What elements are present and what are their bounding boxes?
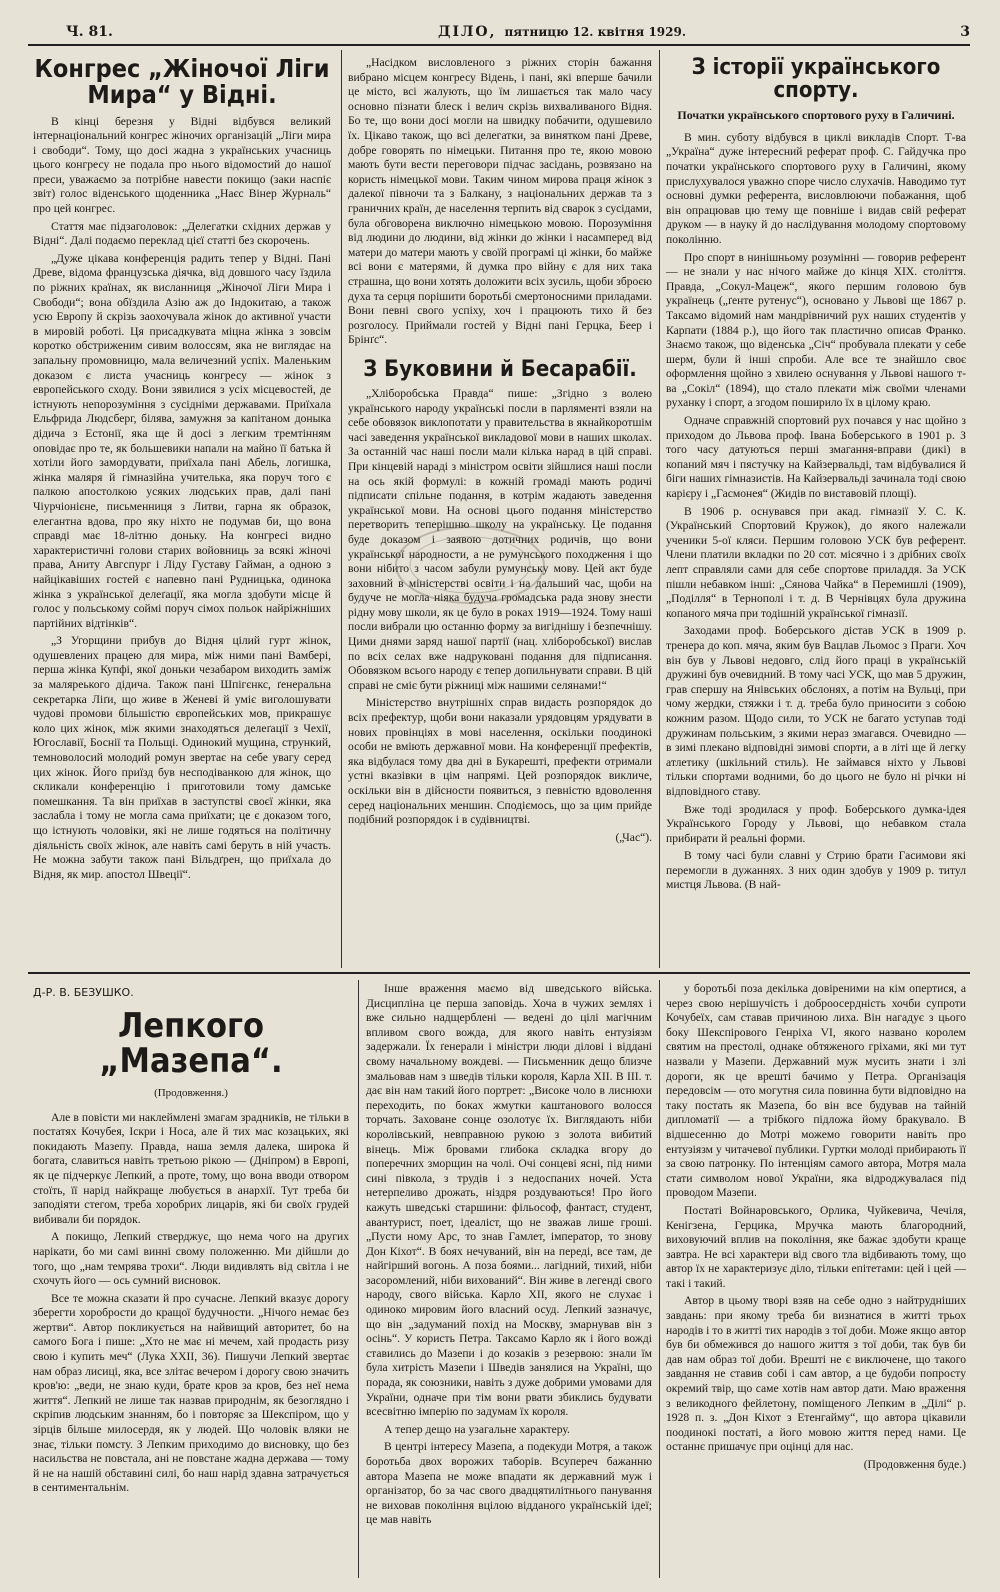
- paragraph: „Хліборобська Правда“ пише: „Згідно з волею українського народу українські посли в парляменті взяли на себе обовязок виклопотати у правительства в якнайкоротшім часі заведення української викладової мови в наших школах. За останній час наші посли мали кілька нарад в цій справі. При кінцевій нараді з міністром освіти зійшлися наші посли на ось якій формулі: в кожній громаді мають родичі підписати спільне подання, в котрім жадають заведення української мови. На основі цього подання міністерство перетворить теперішню школу на українську. Це подання буде доказом і заявою дотичних родичів, що вони української народности, а не румунського походження і що вони нібито з часом забули румунську мову. Цей акт буде заховний в міністерстві освіти і на дальший час, щоби на будуче не могла ніяка будуча громадська рада знову знести рідну мову школи, як це було в роках 1919—1924. Тому наші посли вибрали цю останню форму за вигіднішу і безпечнішу. Цими днями заряд нашої партії (нац. хліборобської) вислав по всіх селах вже надруковані подання для підписання. Обовязком всього народу є тепер допильнувати справи. В цій справі не сміє бути ріжниці між нашими селянами!“: [348, 386, 652, 692]
- paragraph: Але в повісти ми наклеймлені змагам зрадників, не тільки в постатях Кочубея, Іскри і Носа, але й тих мас козацьких, які покидають Мазепу. Правда, наша земля далека, широка й богата, славиться навіть третьою рікою — (Дніпром) в Европі, як це підчеркує Лепкий, а проте, тому, що вона вводи отвором стоїть, її нарід найкраще любується в анархії. Тут треба би заподіяти стегом, треба хоробрих лицарів, які би своїх грудей вибивали би порядок.: [33, 1110, 349, 1226]
- paragraph: В тому часі були славні у Стрию брати Гасимови які перемогли в дужаннях. З них один здобув у 1909 р. титул мистця Львова. (В най-: [666, 849, 966, 892]
- paragraph: „Дуже цікава конференція радить тепер у Відні. Пані Древе, відома французська діячка, від довшого часу їздила по ріжних країнах, як висланниця „Жіночої Ліги Мира і Свободи“; вона обїздила Азію аж до Індокитаю, а також усю Европу й скрізь заохочувала жінок до активної участи в мировій роботі. Ця присадкувата міцна жінка з зовсім коротко обстриженим сивим волоссям, яка не виглядає на запальну промовницю, мала величезний успіх. Маленьким доказом є листа учасниць конгресу — жінок з европейського сходу. Вони зявилися з усіх місцевостей, де істнують непорозуміння з сусідніми державами. Приїхала Ельфрида Людсберг, білява, замужня за капітаном доныка дідича з Естонії, яка ще й досі з легким тремтінням оповідає про те, як большевики напали на майно її батька й хотіли його замордувати, приїхала пані Абель, логишка, жінка маляря й гімназійна учителька, яка поруч того є палкою апостолкою усяких людських прав, далі пані Чіурчіонієне, письменниця з Литви, гарна як образок, елегантна вдова, про яку ніхто не подумав би, що вона справді має 18-літню доньку. На конгресі видно характеристичні голови старих войовниць за всякі жіночі права, Аниту Авгспург і Ліду Густаву Гайман, а одною з найцікавіших гостей є напевно пані Рудницька, одинока жінка з української делеґації, яка могла здобути місце й голос у польському соймі поруч сімох польок найріжніших партійних відтінків“.: [33, 251, 331, 630]
- paragraph: В мин. суботу відбувся в циклі викладів Спорт. Т-ва „Україна“ дуже інтересний реферат проф. С. Гайдучка про початки українського спортового руху в Галичині, якому прислухувалося уважно споре число слухачів. Наводимо тут основні думки референта, висловлюючи побажання, щоб він опрацював цю тему ще повніше і видав свій реферат друком — в науку й до наслідування молодому спортовому поколінню.: [666, 130, 966, 246]
- article-signature: („Час“).: [615, 830, 652, 844]
- paragraph: Про спорт в нинішньому розумінні — говорив референт — не знали у нас нічого майже до кінця XIX. століття. Правда, „Сокул-Мацеж“, якого першим головою був українець („ґенте рутенус“), основано у Львові ще 1867 р. Таксамо відомий нам мандрівничий рух наших студентів у Карпати (1884 р.), що його так пластично описав Франко. Знаємо також, що віденська „Січ“ пробувала плекати у себе шерм, були й інші спроби. Але все те знайшло своє оформлення щойно з хвилею оснування у Львові нашого т-ва „Сокіл“ (1894), що стало плекати між своїми членами руханку і спорт, а згодом поширило їх в цілому краю.: [666, 250, 966, 410]
- page-number: 3: [960, 24, 970, 40]
- issue-number: Ч. 81.: [66, 24, 113, 40]
- column-rule: [659, 980, 660, 1578]
- column-rule: [341, 50, 342, 968]
- congress-article: [33, 56, 331, 968]
- paragraph: Міністерство внутрішніх справ видасть розпорядок до всіх префектур, щоби вони наказали урядовцям урядувати в нових провінціях в мові населення, оскільки поодинокі особи не вміють державної мови. На конференції префектів, яка відбулася тому два дні в Букарешті, префекти отримали устні вказівки в цім напрямі. Цей розпорядок викличе, оскільки він в дійсности появиться, з певністю вдоволення серед національних меншин. Сподіємось, що за цим прийде подібний розпорядок і в судівництві.: [348, 696, 652, 827]
- article-title: Лепкого „Мазепа“.: [99, 1005, 283, 1082]
- paragraph: В 1906 р. оснувався при акад. гімназії У. С. К. (Український Спортовий Кружок), до якого належали ученики 5-ої кляси. Першим головою УСК був референт. Члени платили вкладки по 20 сот. місячно і з дрібних своїх лепт справляли сами для себе спортове приладдя. За УСК пішли небавком інші: „Сянова Чайка“ в Перемишлі (1909), „Поділля“ в Тернополі і т. д. В Чернівцях була дружина копаного мяча при тодішній української гімназії.: [666, 504, 966, 620]
- continuation-note: (Продовження буде.): [863, 1458, 966, 1471]
- mazepa-column-1: [33, 982, 349, 1578]
- paragraph: у боротьбі поза декілька довіреними на кім опертися, а через свою нерішучість і доброосердність хочби супроти Кочубеїх, сам ставав причиною лиха. Він нагадує з цього боку Шекспірового Генріха VI, якого названо королем святим на престолі, однаке обтяженого гріхами, які ми тут назвали у Мазепи. Державний муж мусить знати і злі дороги, як це врешті бачимо у Петра. Організація передовсім — ото могутня сила повинна бути відповідно на таку постать як Мазепа, бо він все будував на тайній дипломатії — а трібкого підложа йому бракувало. В відшесенню до Мотрі можемо говорити навіть про ентузіязм у читачевої публики. Гуртки молоді прибирають її за свою патронку. По інтенціям самого автора, Мотря мала стати символом нової України, яка відроджувалася під проводом Мазепи.: [666, 982, 966, 1200]
- paragraph: В кінці березня у Відні відбувся великий інтернаціональний конгрес жіночих організацій „Ліги мира і свободи“. Тому, що досі жадна з українських учасниць цього конгресу не подала про нього відомостий до нашої преси, уважаємо за потрібне навести покищо (заки наспіє звіт) голос віденського щоденника „Наєс Вінер Журналь“ про цей конгрес.: [33, 114, 331, 216]
- paragraph: Одначе справжній спортовий рух почався у нас щойно з приходом до Львова проф. Івана Боберського в 1901 р. З того часу датуються перші змагання-вправи (дикі) в копаний мяч і пястучку на Кайзервальді, там відбувалися й біги наших гімназистів. На Кайзервальді зачинала тоді свою карієру і „Гасмонея“ (Жидів по виставовій площі).: [666, 414, 966, 501]
- continuation-note: (Продовження.): [154, 1086, 228, 1099]
- masthead: [28, 22, 970, 46]
- paragraph: „Насідком висловленого з ріжних сторін бажання вибрано місцем конгресу Відень, і пані, які вперше бачили це місто, всі жалують, що їм лишається так мало часу основно пізнати блеск і велич скрізь вихваливаного Відня. Бо те, що вони досі могли на швидку побачити, одушевило їх. Цікаво також, що всі делегатки, за винятком пані Древе, добре говорять по німецьки. Питання про те, якою мовою мають бути вести переговори підчас засідань, розвязано на користь німецької мови. Таким чином мирова праця жінок з далекої півночи та з Балкану, з національних держав та з граничних країн, де населення терпить від сварок з сусідами, була обговорена виключно німецькою мовою. Порозуміння від людини до людини, від жінки до жінки і насамперед від матери до матери мають у своїй програмі ці жінки, бо майже всі вони є матерями, й думка про війну є для них така страшна, що вони хотять доложити всіх зусиль, щоби зброєю духа та серця порішити боротьбі смертоносними приладами. Вони певні свого успіху, хоч і працюють тихо й без розголосу. Приймали гостей у Відні пані Герцка, Беер і Брінґс“.: [348, 56, 652, 347]
- column-rule: [659, 50, 660, 968]
- paragraph: А тепер дещо на узагальне характеру.: [384, 1422, 570, 1436]
- issue-date: пятницю 12. квітня 1929.: [504, 25, 687, 39]
- column-rule: [358, 980, 359, 1578]
- mazepa-column-3: [666, 982, 966, 1578]
- paragraph: Інше враження маємо від шведського війська. Дисципліна це перша заповідь. Хоча в чужих землях і вже сильно надщерблені — ведені до цілі магічним впливом свого вожда, для якого навіть ентузіязм задержали. Їх ґенерали і міністри люди ділові і віддані свому начальному вождеві. — Письменник дещо близче змальовав нам з шведів тільки короля, Карла XII. В III. т. дає він нам такий його портрет: „Високе чоло в лиснюхи переходить, по боках жмутки каштанового волосся торчать. Заховане сонце озолотує їх. Виглядають ніби королівський, невправною рукою з золота вибитий вінець. Між бровами глибока складка вгору до поперечних зморщин на чолі. Очі сонцеві ясні, під ними сині півкола, з трудів і з недоспаних ночей. Уста нетерпеливо дрожать, ніздря роздуваються! Про його кажуть шведські старшини: фільософ, фантаст, студент, авантурист, поет, ідеаліст, що не зважав лише гроші. „Пусти ному Арс, то знав Гамлет, імператор, то знову Дон Кіхот“. В боях нечуваний, він на переді, все там, де найгірший вогонь. А поза боями... лагідний, тихий, ніби засоромлений, ніби вихований“. Він живе в легенді свого народу, свого війська. Карло XII, якого не слухає і одиноко мировим його власний осуд. Лепкий зазначує, що він „задуманий похід на Москву, змарнував він з осінь“. У користь Петра. Таксамо Карло як і його вожді ставились до Мазепи і до козаків з резервою: знали їм була хитрість Мазепи і Шведів занялися на Україні, що порада, як союзники, навіть з дуже добрими умовами для України, одначе при тім вони рвати збиклись будувати всесвітню імперію по задумам їх короля.: [366, 982, 652, 1419]
- paragraph: А покищо, Лепкий стверджує, що нема чого на других нарікати, бо ми самі винні свому положенню. Ми дійшли до того, що „нам темрява трохи“. Люди видивлять від світла і не схочуть його — ось сумний висновок.: [33, 1230, 349, 1288]
- newspaper-name: ДІЛО, пятницю 12. квітня 1929.: [438, 24, 687, 40]
- paragraph: В центрі інтересу Мазепа, а подекуди Мотря, а також боротьба двох ворожих таборів. Всупереч бажанню автора Мазепа не може впадати як державний муж і організатор, бо за час свого двадцятилітнього панування не виховав покоління вцілою відданого українській ідеї; це мав навіть: [366, 1440, 652, 1527]
- mazepa-column-2: [366, 982, 652, 1578]
- article-title: Конгрес „Жіночої Ліги Мира“ у Відні.: [34, 56, 330, 110]
- section-rule: [28, 972, 970, 974]
- middle-column: [348, 56, 652, 968]
- article-subtitle: Початки українського спортового руху в Галичині.: [677, 108, 955, 123]
- paragraph: Автор в цьому творі взяв на себе одно з найтрудніших завдань: при якому треба би визнатися в житті трьох народів і то в житті тих народів з тої доби. Може якщо автор був би обмежився до нашого життя з тої доби, так був би дав нам образ тої доби. Врешті не є виключене, що такого завдання не ставив собі і сам автор, а це будоби попросту окремий твір, що саме хотів нам автор дати. Маю враження з великодного фейлетону, поміщеного Лепким в „Ділі“ р. 1928 п. з. „Дон Кіхот з Етенгайму“, що автора цікавили поодинокі постаті, а його мовою життя перед нами. Це останнє пришачує при оцінці для нас.: [666, 1294, 966, 1454]
- paragraph: Постаті Войнаровського, Орлика, Чуйкевича, Чечіля, Кенігзена, Герцика, Мручка мають благородний, виховуючий вплив на покоління, яке бажає здобути краще завтра. Не всі характери від свого тла відбивають тому, що автор їх не характеризує діло, тільки епітетами: цей і цей — такі і такий.: [666, 1203, 966, 1290]
- paragraph: Все те можна сказати й про сучасне. Лепкий вказує дорогу зберегти хоробрости до кращої будучности. „Нічого немає без жертви“. Автор покликується на найвищий авторитет, бо на самого Бога і пише: „Хто не має ні мечем, хай продасть ризу свою і купить меч“ (Лука XXII, 36). Пишучи Лепкий звертає нам образ лисиці, яка, все злітає вечером і дорогу свою значить кров'ю: „веди, не знаю куди, брате кров за кров, без неї нема життя“. Лепкий не лише так назвав природнім, як безоглядно і скріпив людським знанням, бо і повторяє за Шекспіром, що у зірців більше милосердя, як у людей. Що чоловік вляки не знає, тільки помсту. З Лепким приходимо до висновку, що без насильства не повстала, ані не повстане жадна держава — тому й не на нашій обставині силі, бо наш нарід здавна затрачується в сентиментальнім.: [33, 1291, 349, 1495]
- paragraph: Заходами проф. Боберського дістав УСК в 1909 р. тренера до коп. мяча, яким був Вацлав Льомос з Праги. Хоч він був у Львові недовго, слід його праці в українській дружині був очевидний. В тому часі УСК, що мав 5 дружин, грав спершу на Янівських обслонях, а потім на Вульці, при чому жердки, стяжки і т. д. треба було приносити з собою кожним разом. Щодо сили, то УСК не багато уступав тоді дружинам польським, з якими нераз змагався. Очевидно — в зимі плекано відповідні зимові спорти, а в літі ще й легку атлетику (шкільний стиль). Не займався ніхто у Львові тільки спортами водними, бо до цього не було ні річки ні відповідного ставу.: [666, 624, 966, 798]
- author-byline: Д-Р. В. БЕЗУШКО.: [33, 986, 134, 999]
- article-title: З історії українського спорту.: [691, 56, 941, 104]
- paragraph: Вже тоді зродилася у проф. Боберського думка-ідея Українського Городу у Львові, що небавком стала прибирати й реальні форми.: [666, 802, 966, 845]
- article-title: З Буковини й Бесарабії.: [363, 356, 637, 382]
- paragraph: Стаття має підзаголовок: „Делегатки східних держав у Відні“. Далі подаємо переклад цієї статті без скорочень.: [33, 219, 331, 248]
- paragraph: „З Угорщини прибув до Відня цілий гурт жінок, одушевлених працею для мира, між ними пані Вамбері, перша жінка Купфі, якої доньки чезабаром виходить заміж за маляреького дідича. Також пані Шпігєнкс, ґенеральна секретарка Ліґи, що живе в Женеві й уміє виголошувати чудові промови більшістю європейських мов, прикрашує коло цих жінок, між якими знаходяться делеґації з Чехії, Югославії, Боснії та Польщі. Одинокий мущина, стрункий, темноволосий молодий ромун звертає на себе увагу серед цих жінок. Його приїзд був несподіванкою для жінок, що скликали конференцію і приготовили тому дамське помешкання. Та він приїхав в заступстві своєї жінки, яка заслабла і тому не могла сама приїхати; це є доказом того, що істнують чоловіки, які не лише годяться на політичну діяльність своїх жінок, але навіть самі беруть в ній участь. Не можна забути також пані Вільдґрен, що приїхала до Відня, як мир. апостол Швеції“.: [33, 634, 331, 881]
- sport-article: [666, 56, 966, 968]
